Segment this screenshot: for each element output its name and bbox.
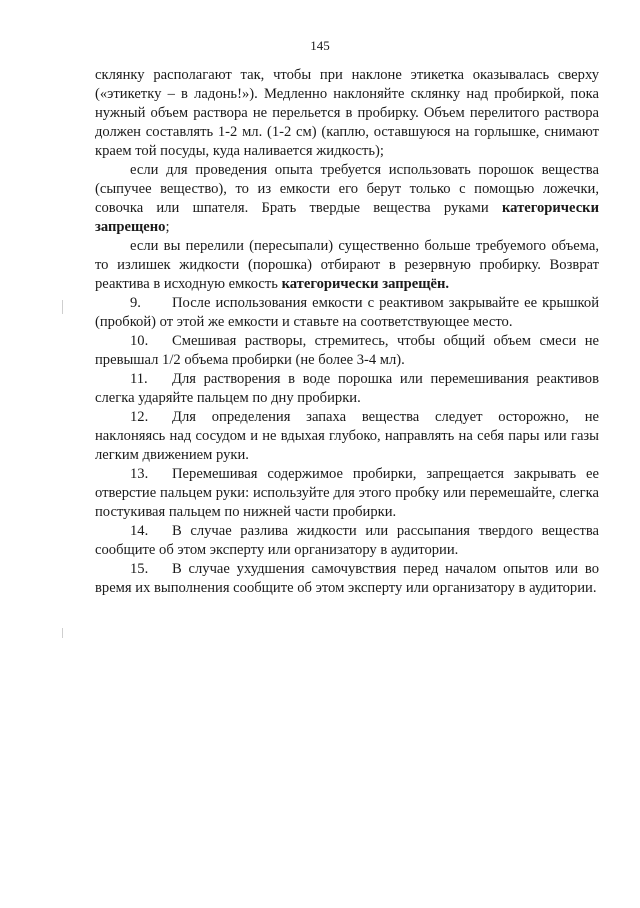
- list-item-11: [95, 370, 599, 408]
- list-item-14: [95, 522, 599, 560]
- bold-warning: категорически запрещён.: [281, 276, 450, 292]
- item-number: 13.: [130, 466, 149, 482]
- page-number: 145: [310, 38, 330, 53]
- paragraph-powder-handling: [95, 161, 599, 237]
- item-text: Перемешивая содержимое пробирки, запрещается закрывать ее отверстие пальцем руки: используйте для этого пробку или перемешайте, слегка постукивая пальцем по нижней части пробирки.: [95, 466, 599, 520]
- paragraph-text: если вы перелили (пересыпали) существенно больше требуемого объема, то излишек жидкости (порошка) отбирают в резервную пробирку. Возврат реактива в исходную емкость: [95, 238, 599, 292]
- item-number: 9.: [130, 295, 141, 311]
- item-number: 11.: [130, 371, 148, 387]
- item-number: 10.: [130, 333, 149, 349]
- item-text: В случае ухудшения самочувствия перед началом опытов или во время их выполнения сообщите об этом эксперту или организатору в аудитории.: [95, 561, 599, 596]
- item-text: После использования емкости с реактивом закрывайте ее крышкой (пробкой) от этой же емкости и ставьте на соответствующее место.: [95, 295, 599, 330]
- list-item-13: [95, 465, 599, 522]
- list-item-15: [95, 560, 599, 598]
- paragraph-excess-return: [95, 237, 599, 294]
- list-item-10: [95, 332, 599, 370]
- bold-warning: категорически запрещено: [95, 200, 599, 235]
- item-number: 12.: [130, 409, 149, 425]
- item-text: Смешивая растворы, стремитесь, чтобы общий объем смеси не превышал 1/2 объема пробирки (не более 3-4 мл).: [95, 333, 599, 368]
- margin-scan-mark: [62, 628, 63, 638]
- paragraph-continuation: склянку располагают так, чтобы при наклоне этикетка оказывалась сверху («этикетку – в ладонь!»). Медленно наклоняйте склянку над пробиркой, пока нужный объем раствора не перельется в пробирку. Объем перелитого раствора должен составлять 1-2 мл. (1-2 см) (каплю, оставшуюся на горлышке, снимают краем той посуды, куда наливается жидкость);: [95, 67, 599, 159]
- item-number: 15.: [130, 561, 149, 577]
- document-body: [95, 66, 599, 598]
- item-number: 14.: [130, 523, 149, 539]
- item-text: Для определения запаха вещества следует осторожно, не наклоняясь над сосудом и не вдыхая глубоко, направлять на себя пары или газы легким движением руки.: [95, 409, 599, 463]
- margin-scan-mark: [62, 300, 63, 314]
- item-text: В случае разлива жидкости или рассыпания твердого вещества сообщите об этом эксперту или организатору в аудитории.: [95, 523, 599, 558]
- paragraph-tail: ;: [165, 219, 170, 235]
- paragraph-text: если для проведения опыта требуется использовать порошок вещества (сыпучее вещество), то из емкости его берут только с помощью ложечки, совочка или шпателя. Брать твердые вещества руками: [95, 162, 599, 216]
- item-text: Для растворения в воде порошка или перемешивания реактивов слегка ударяйте пальцем по дну пробирки.: [95, 371, 599, 406]
- list-item-9: [95, 294, 599, 332]
- list-item-12: [95, 408, 599, 465]
